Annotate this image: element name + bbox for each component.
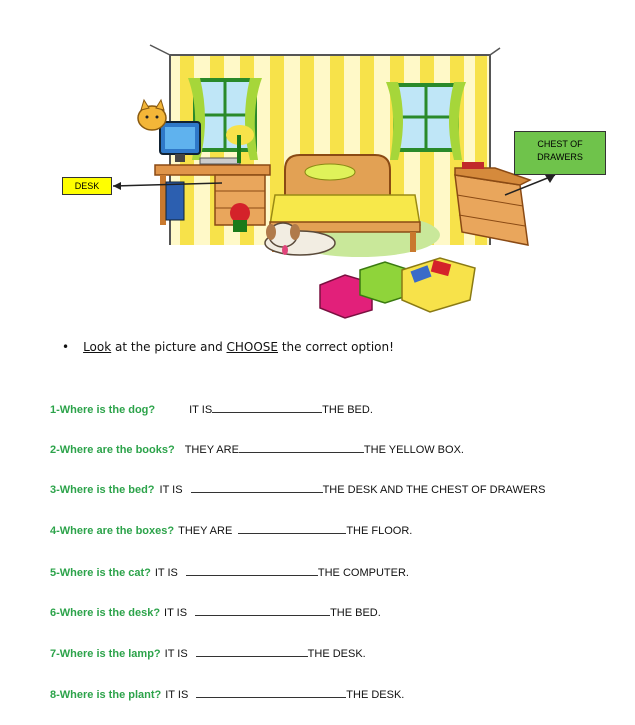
question-7 — [50, 646, 366, 660]
instruction-look: Look — [83, 340, 112, 354]
right-window — [386, 82, 466, 160]
instruction-part2: at the picture and — [111, 340, 227, 354]
answer-blank[interactable] — [238, 523, 346, 534]
question-1 — [50, 402, 373, 416]
answer-prefix: IT IS — [164, 648, 188, 660]
answer-blank[interactable] — [196, 646, 308, 657]
answer-suffix: THE DESK. — [346, 689, 405, 701]
question-text: 2-Where are the books? — [50, 444, 175, 456]
answer-suffix: THE DESK AND THE CHEST OF DRAWERS — [322, 484, 546, 496]
question-8 — [50, 687, 404, 701]
answer-blank[interactable] — [191, 482, 323, 493]
question-4 — [50, 523, 412, 537]
chest-label-line2: DRAWERS — [537, 152, 583, 162]
answer-suffix: THE DESK. — [307, 648, 366, 660]
chest-label-line1: CHEST OF — [537, 139, 583, 149]
answer-suffix: THE BED. — [330, 607, 381, 619]
answer-prefix: IT IS — [159, 484, 183, 496]
instruction-choose: CHOOSE — [226, 340, 278, 354]
answer-prefix: IT IS — [164, 607, 188, 619]
answer-suffix: THE YELLOW BOX. — [363, 444, 464, 456]
question-2 — [50, 442, 464, 456]
desk-label: DESK — [62, 177, 112, 195]
answer-prefix: IT IS — [189, 404, 213, 416]
answer-suffix: THE COMPUTER. — [317, 567, 409, 579]
answer-blank[interactable] — [196, 687, 346, 698]
question-6 — [50, 605, 381, 619]
bullet-icon: • — [62, 340, 70, 354]
answer-prefix: THEY ARE — [178, 525, 233, 537]
answer-blank[interactable] — [186, 565, 318, 576]
question-text: 1-Where is the dog? — [50, 404, 156, 416]
answer-suffix: THE FLOOR. — [346, 525, 413, 537]
question-text: 5-Where is the cat? — [50, 567, 151, 579]
question-text: 7-Where is the lamp? — [50, 648, 161, 660]
question-5 — [50, 565, 409, 579]
answer-prefix: IT IS — [165, 689, 189, 701]
instruction — [62, 340, 394, 354]
answer-blank[interactable] — [195, 605, 330, 616]
cat — [138, 100, 166, 130]
question-3 — [50, 482, 545, 496]
plant — [230, 203, 250, 232]
question-text: 3-Where is the bed? — [50, 484, 155, 496]
answer-blank[interactable] — [212, 402, 322, 413]
answer-prefix: THEY ARE — [184, 444, 239, 456]
answer-prefix: IT IS — [154, 567, 178, 579]
answer-blank[interactable] — [239, 442, 364, 453]
answer-suffix: THE BED. — [322, 404, 373, 416]
question-text: 8-Where is the plant? — [50, 689, 162, 701]
chest-of-drawers-label — [514, 131, 606, 175]
instruction-part4: the correct option! — [278, 340, 394, 354]
question-text: 4-Where are the boxes? — [50, 525, 175, 537]
question-text: 6-Where is the desk? — [50, 607, 161, 619]
